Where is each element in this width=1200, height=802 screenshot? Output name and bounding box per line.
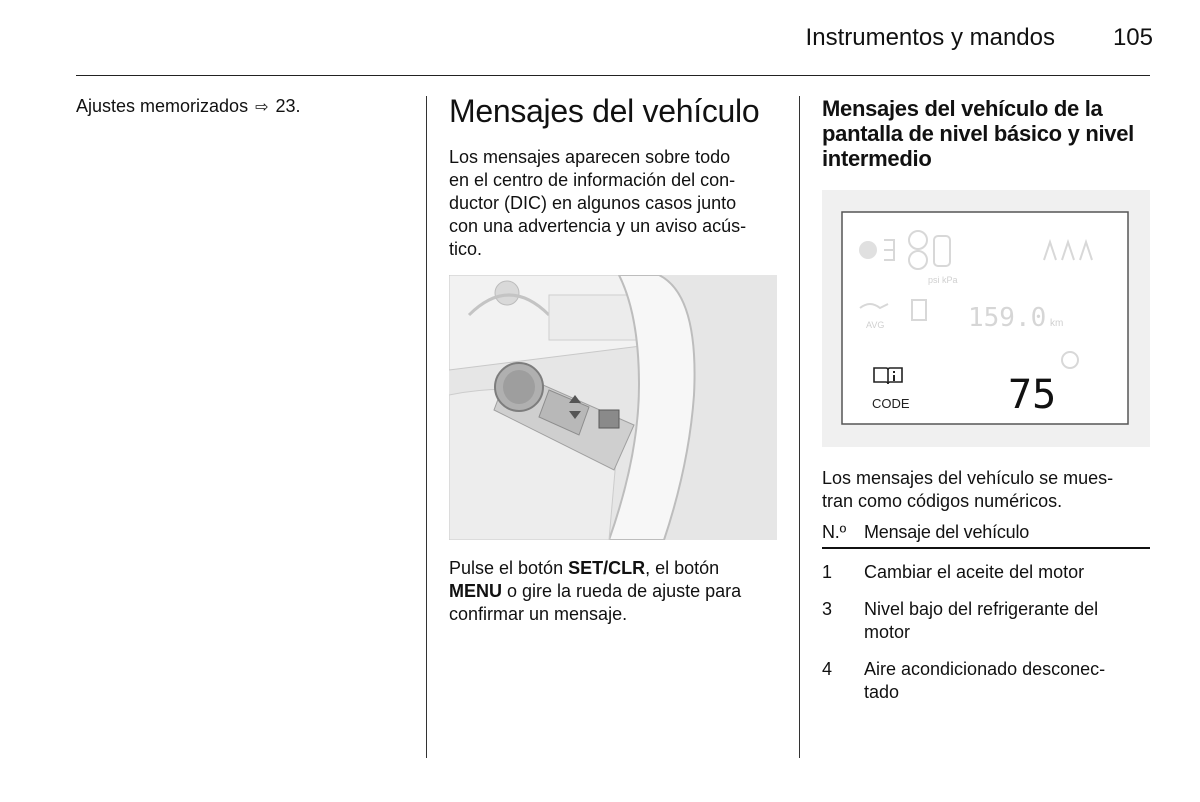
message-number: 3	[822, 599, 833, 619]
intro-line: Los mensajes aparecen sobre todo	[449, 147, 731, 167]
intro-line: ductor (DIC) en algunos casos junto	[449, 193, 737, 213]
intro-line: en el centro de información del con-	[449, 170, 736, 190]
instruction-paragraph	[449, 557, 779, 626]
header-rule	[76, 75, 1150, 76]
odometer-value: 159.0	[968, 303, 1047, 333]
subsection-heading	[822, 96, 1152, 171]
codes-paragraph	[822, 467, 1152, 513]
column-header-message: Mensaje del vehículo	[864, 522, 1150, 548]
page-number: 105	[1112, 24, 1153, 51]
column-header-number: N.º	[822, 522, 864, 548]
heading-line: Mensajes del vehículo de la	[822, 96, 1103, 121]
instruction-text: o gire la rueda de ajuste para	[502, 581, 742, 601]
section-heading: Mensajes del vehículo	[449, 93, 760, 129]
table-row	[822, 588, 1150, 648]
cross-reference	[76, 96, 406, 117]
manual-info-icon	[874, 368, 902, 384]
table-row	[822, 648, 1150, 708]
odometer-unit: km	[1050, 318, 1064, 329]
cross-reference-page: 23.	[275, 96, 301, 116]
instruction-text: , el botón	[645, 558, 720, 578]
subsection-basic-display	[822, 96, 1152, 171]
message-text: Nivel bajo del refrigerante del motor	[864, 599, 1099, 642]
message-codes-table	[822, 522, 1150, 708]
intro-line: tico.	[449, 239, 483, 259]
table-header-row	[822, 522, 1150, 548]
table-row	[822, 548, 1150, 588]
message-text: Aire acondicionado desconec- tado	[864, 659, 1106, 702]
reference-arrow-icon: ⇨	[255, 99, 269, 116]
instruction-text: confirmar un mensaje.	[449, 604, 628, 624]
heading-line: intermedio	[822, 146, 932, 171]
heading-line: pantalla de nivel básico y nivel	[822, 121, 1134, 146]
cross-reference-text: Ajustes memorizados	[76, 96, 249, 116]
instruction-text: Pulse el botón	[449, 558, 569, 578]
codes-line: tran como códigos numéricos.	[822, 491, 1063, 511]
message-text: Cambiar el aceite del motor	[864, 562, 1085, 582]
codes-line: Los mensajes del vehículo se mues-	[822, 468, 1114, 488]
dic-display-illustration	[822, 190, 1150, 447]
running-header-title: Instrumentos y mandos	[805, 24, 1055, 51]
code-value: 75	[1008, 372, 1057, 418]
message-number: 4	[822, 659, 833, 679]
section-vehicle-messages	[449, 92, 779, 261]
set-clr-label: SET/CLR	[568, 558, 646, 578]
intro-line: con una advertencia y un aviso acús-	[449, 216, 747, 236]
avg-label: AVG	[866, 320, 885, 330]
column-divider-right	[799, 96, 800, 758]
menu-label: MENU	[449, 581, 502, 601]
message-number: 1	[822, 562, 833, 582]
intro-paragraph	[449, 146, 779, 261]
column-divider-left	[426, 96, 427, 758]
code-label: CODE	[872, 396, 910, 411]
turn-signal-stalk-photo	[449, 275, 777, 540]
pressure-unit-label: psi kPa	[928, 275, 958, 285]
